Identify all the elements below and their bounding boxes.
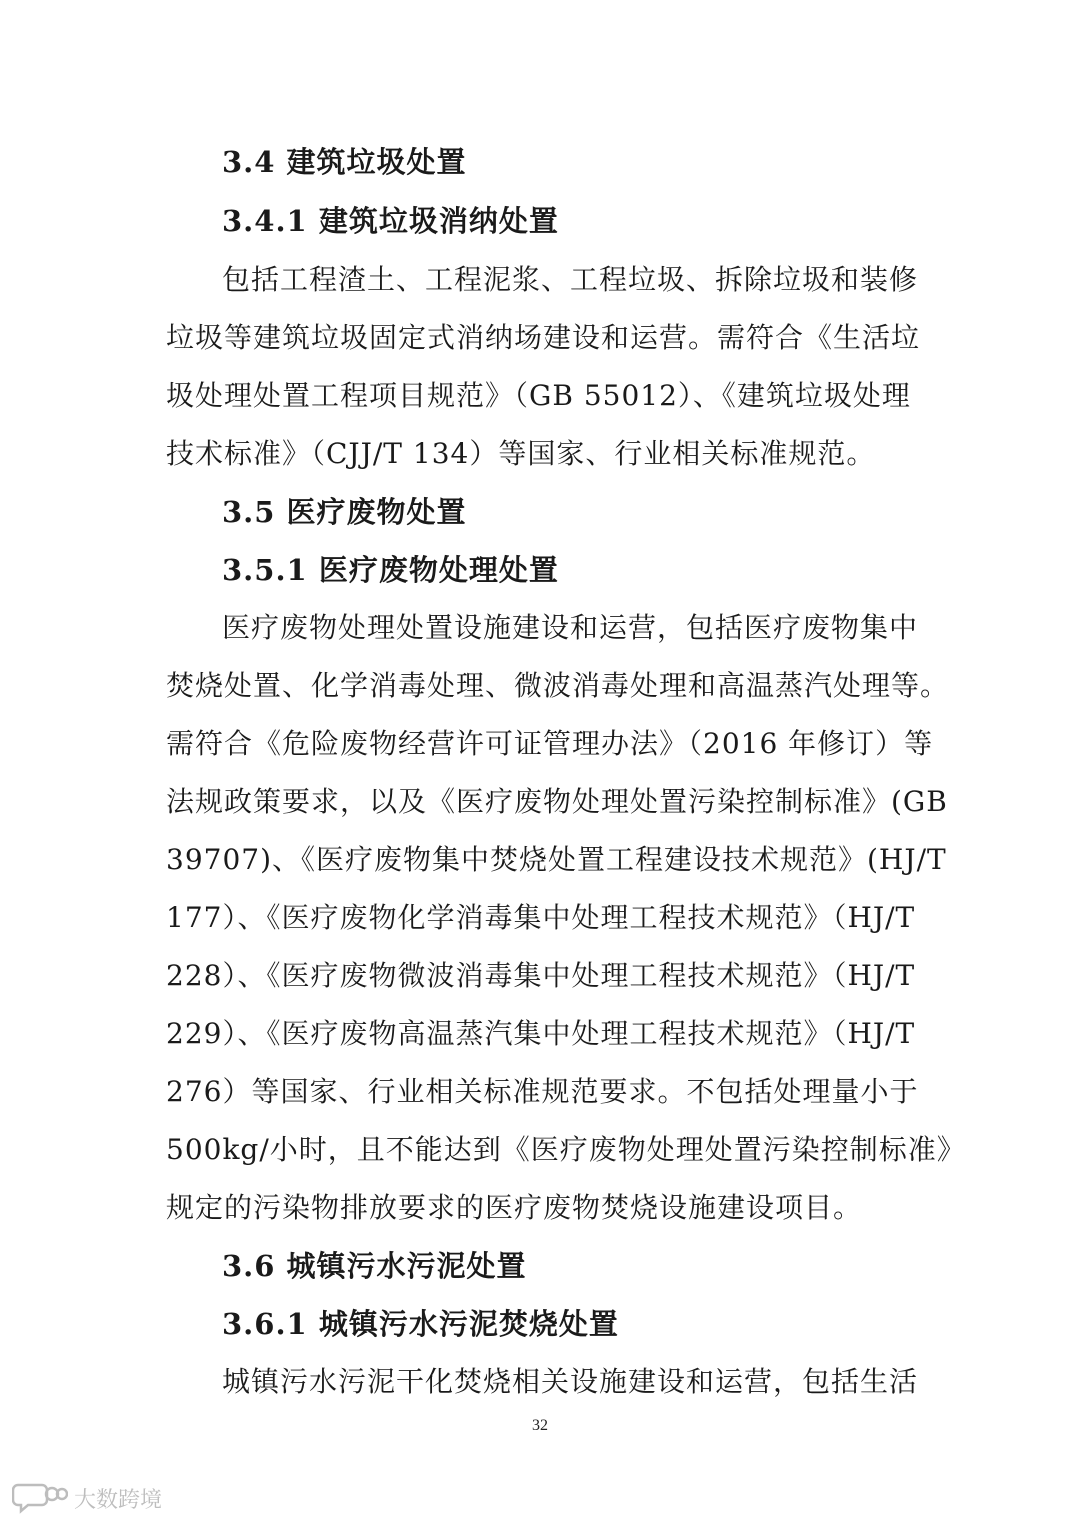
- paragraph-line: 法规政策要求，以及《医疗废物处理处置污染控制标准》(GB: [166, 785, 948, 818]
- section-heading-3-6-1: 3.6.1 城镇污水污泥焚烧处置: [222, 1307, 619, 1341]
- paragraph-line: 城镇污水污泥干化焚烧相关设施建设和运营，包括生活: [222, 1365, 919, 1398]
- paragraph-line: 包括工程渣土、工程泥浆、工程垃圾、拆除垃圾和装修: [222, 263, 919, 296]
- section-heading-3-6: 3.6 城镇污水污泥处置: [222, 1249, 527, 1283]
- paragraph-line: 需符合《危险废物经营许可证管理办法》（2016 年修订）等: [166, 727, 934, 760]
- paragraph-line: 技术标准》（CJJ/T 134）等国家、行业相关标准规范。: [166, 437, 876, 470]
- section-heading-3-4: 3.4 建筑垃圾处置: [222, 145, 467, 179]
- paragraph-line: 500kg/小时，且不能达到《医疗废物处理处置污染控制标准》: [166, 1133, 966, 1166]
- paragraph-line: 276）等国家、行业相关标准规范要求。不包括处理量小于: [166, 1075, 919, 1108]
- section-heading-3-4-1: 3.4.1 建筑垃圾消纳处置: [222, 204, 559, 238]
- speech-bubble-logo-icon: [12, 1481, 68, 1515]
- paragraph-line: 焚烧处置、化学消毒处理、微波消毒处理和高温蒸汽处理等。: [166, 669, 950, 702]
- section-heading-3-5: 3.5 医疗废物处置: [222, 495, 467, 529]
- watermark-text: 大数跨境: [74, 1487, 163, 1513]
- paragraph-line: 177）、《医疗废物化学消毒集中处理工程技术规范》（HJ/T: [166, 901, 916, 934]
- section-heading-3-5-1: 3.5.1 医疗废物处理处置: [222, 553, 559, 587]
- paragraph-line: 垃圾等建筑垃圾固定式消纳场建设和运营。需符合《生活垃: [166, 321, 921, 354]
- watermark: [12, 1478, 162, 1518]
- paragraph-line: 228）、《医疗废物微波消毒集中处理工程技术规范》（HJ/T: [166, 959, 916, 992]
- paragraph-line: 圾处理处置工程项目规范》（GB 55012）、《建筑垃圾处理: [166, 379, 911, 412]
- paragraph-line: 医疗废物处理处置设施建设和运营，包括医疗废物集中: [222, 611, 919, 644]
- paragraph-line: 规定的污染物排放要求的医疗废物焚烧设施建设项目。: [166, 1191, 863, 1224]
- page-number: 32: [532, 1417, 548, 1434]
- paragraph-line: 229）、《医疗废物高温蒸汽集中处理工程技术规范》（HJ/T: [166, 1017, 916, 1050]
- paragraph-line: 39707)、《医疗废物集中焚烧处置工程建设技术规范》(HJ/T: [166, 843, 947, 876]
